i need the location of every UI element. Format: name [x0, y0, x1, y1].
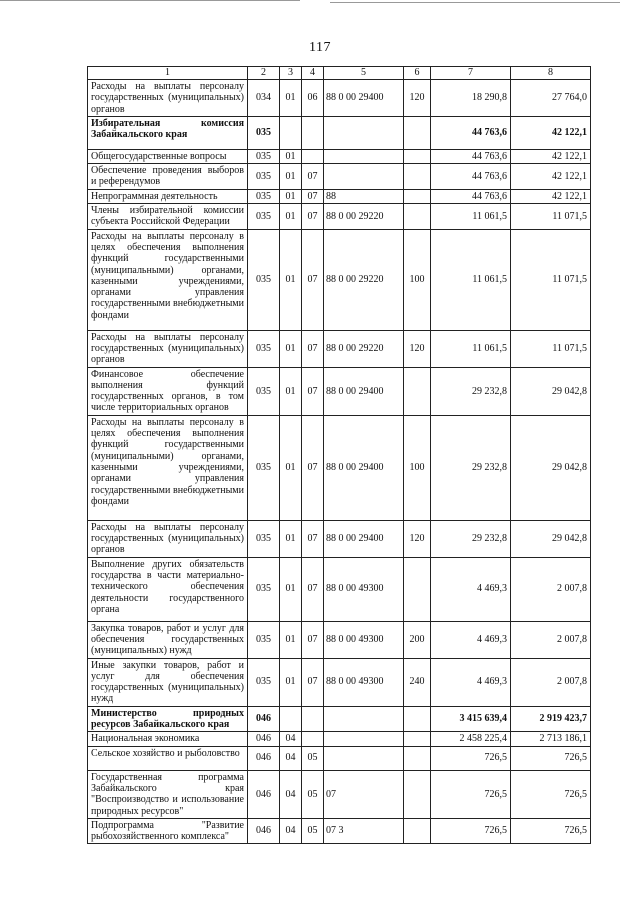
row-code-target — [324, 746, 404, 770]
row-amount-col8: 11 071,5 — [511, 330, 591, 367]
table-row — [88, 149, 591, 163]
row-code-expense — [404, 557, 431, 621]
row-code-admin: 035 — [248, 557, 280, 621]
row-code-section: 01 — [280, 367, 302, 415]
row-code-expense: 100 — [404, 415, 431, 520]
row-amount-col8: 42 122,1 — [511, 116, 591, 149]
row-code-subsection — [302, 116, 324, 149]
row-code-section: 04 — [280, 746, 302, 770]
row-code-expense — [404, 732, 431, 746]
row-code-admin: 046 — [248, 818, 280, 844]
row-code-section — [280, 116, 302, 149]
row-amount-col7: 4 469,3 — [431, 621, 511, 658]
row-code-subsection — [302, 732, 324, 746]
row-name: Подпрограмма "Развитие рыбохозяйственного комплекса" — [88, 818, 248, 844]
row-amount-col7: 44 763,6 — [431, 189, 511, 203]
row-code-expense: 120 — [404, 520, 431, 557]
row-code-subsection: 07 — [302, 229, 324, 330]
row-amount-col8: 29 042,8 — [511, 415, 591, 520]
row-code-section: 01 — [280, 204, 302, 230]
row-code-expense — [404, 706, 431, 732]
header-col-2: 2 — [248, 67, 280, 80]
row-code-subsection: 07 — [302, 164, 324, 190]
row-code-subsection: 07 — [302, 330, 324, 367]
row-amount-col7: 29 232,8 — [431, 520, 511, 557]
row-code-subsection: 05 — [302, 770, 324, 818]
row-code-target: 88 0 00 29400 — [324, 367, 404, 415]
row-code-admin: 046 — [248, 706, 280, 732]
row-code-subsection: 07 — [302, 520, 324, 557]
row-code-subsection — [302, 706, 324, 732]
header-col-5: 5 — [324, 67, 404, 80]
row-code-admin: 035 — [248, 367, 280, 415]
row-code-subsection: 06 — [302, 80, 324, 117]
row-amount-col8: 42 122,1 — [511, 189, 591, 203]
row-name: Национальная экономика — [88, 732, 248, 746]
table-row — [88, 706, 591, 732]
row-amount-col8: 11 071,5 — [511, 229, 591, 330]
row-code-admin: 035 — [248, 189, 280, 203]
row-code-target: 88 0 00 49300 — [324, 658, 404, 706]
row-amount-col8: 2 007,8 — [511, 658, 591, 706]
row-code-admin: 035 — [248, 621, 280, 658]
header-col-6: 6 — [404, 67, 431, 80]
row-code-admin: 034 — [248, 80, 280, 117]
row-amount-col7: 726,5 — [431, 770, 511, 818]
row-code-section: 01 — [280, 149, 302, 163]
row-code-target — [324, 116, 404, 149]
row-code-subsection: 07 — [302, 204, 324, 230]
header-col-4: 4 — [302, 67, 324, 80]
row-code-admin: 046 — [248, 746, 280, 770]
row-code-section: 04 — [280, 818, 302, 844]
row-amount-col7: 726,5 — [431, 818, 511, 844]
row-amount-col7: 44 763,6 — [431, 164, 511, 190]
scan-edge-line — [0, 0, 300, 1]
row-amount-col8: 2 007,8 — [511, 557, 591, 621]
table-row — [88, 189, 591, 203]
table-row — [88, 229, 591, 330]
row-code-target: 07 3 — [324, 818, 404, 844]
row-code-section: 01 — [280, 658, 302, 706]
row-code-section: 01 — [280, 80, 302, 117]
row-code-admin: 035 — [248, 330, 280, 367]
row-code-target: 88 0 00 49300 — [324, 557, 404, 621]
row-code-subsection — [302, 149, 324, 163]
row-code-target: 88 0 00 29400 — [324, 415, 404, 520]
row-name: Общегосударственные вопросы — [88, 149, 248, 163]
table-row — [88, 204, 591, 230]
row-amount-col7: 18 290,8 — [431, 80, 511, 117]
table-row — [88, 557, 591, 621]
row-code-subsection: 07 — [302, 658, 324, 706]
header-col-1: 1 — [88, 67, 248, 80]
table-row — [88, 732, 591, 746]
row-code-expense — [404, 746, 431, 770]
page-number: 117 — [309, 40, 331, 55]
row-amount-col8: 42 122,1 — [511, 164, 591, 190]
row-amount-col8: 29 042,8 — [511, 520, 591, 557]
row-code-admin: 035 — [248, 520, 280, 557]
table-row — [88, 770, 591, 818]
row-code-section: 01 — [280, 164, 302, 190]
row-amount-col8: 2 007,8 — [511, 621, 591, 658]
row-code-admin: 046 — [248, 770, 280, 818]
header-col-7: 7 — [431, 67, 511, 80]
row-code-admin: 035 — [248, 415, 280, 520]
row-code-subsection: 07 — [302, 189, 324, 203]
row-name: Расходы на выплаты персоналу государственных (муниципальных) органов — [88, 520, 248, 557]
row-code-expense: 240 — [404, 658, 431, 706]
row-code-subsection: 07 — [302, 367, 324, 415]
row-code-expense — [404, 204, 431, 230]
row-amount-col8: 27 764,0 — [511, 80, 591, 117]
row-code-expense — [404, 367, 431, 415]
row-code-section: 01 — [280, 520, 302, 557]
row-code-section: 04 — [280, 732, 302, 746]
row-code-target: 88 0 00 29220 — [324, 229, 404, 330]
row-code-expense: 100 — [404, 229, 431, 330]
row-amount-col7: 2 458 225,4 — [431, 732, 511, 746]
row-code-target — [324, 164, 404, 190]
row-code-section — [280, 706, 302, 732]
row-code-admin: 035 — [248, 229, 280, 330]
row-code-section: 01 — [280, 557, 302, 621]
row-code-subsection: 05 — [302, 818, 324, 844]
row-code-expense: 120 — [404, 330, 431, 367]
row-name: Министерство природных ресурсов Забайкальского края — [88, 706, 248, 732]
header-col-3: 3 — [280, 67, 302, 80]
row-name: Сельское хозяйство и рыболовство — [88, 746, 248, 770]
table-row — [88, 367, 591, 415]
row-code-expense — [404, 164, 431, 190]
row-code-target: 07 — [324, 770, 404, 818]
row-code-expense: 120 — [404, 80, 431, 117]
row-amount-col7: 3 415 639,4 — [431, 706, 511, 732]
row-name: Выполнение других обязательств государства в части материально-технического обеспечения деятельности государственного органа — [88, 557, 248, 621]
row-code-target — [324, 732, 404, 746]
row-code-target: 88 — [324, 189, 404, 203]
row-code-expense — [404, 116, 431, 149]
row-amount-col8: 29 042,8 — [511, 367, 591, 415]
row-code-expense — [404, 149, 431, 163]
row-amount-col8: 726,5 — [511, 818, 591, 844]
row-code-section: 01 — [280, 189, 302, 203]
row-name: Расходы на выплаты персоналу государственных (муниципальных) органов — [88, 330, 248, 367]
row-name: Обеспечение проведения выборов и референдумов — [88, 164, 248, 190]
row-amount-col8: 11 071,5 — [511, 204, 591, 230]
table-row — [88, 746, 591, 770]
row-amount-col7: 44 763,6 — [431, 149, 511, 163]
row-code-subsection: 05 — [302, 746, 324, 770]
row-code-target: 88 0 00 29220 — [324, 204, 404, 230]
row-amount-col8: 42 122,1 — [511, 149, 591, 163]
table-row — [88, 164, 591, 190]
row-code-subsection: 07 — [302, 557, 324, 621]
row-code-expense — [404, 770, 431, 818]
row-code-section: 01 — [280, 330, 302, 367]
scan-edge-line — [330, 2, 620, 3]
row-amount-col7: 29 232,8 — [431, 367, 511, 415]
table-row — [88, 415, 591, 520]
row-name: Члены избирательной комиссии субъекта Российской Федерации — [88, 204, 248, 230]
table-row — [88, 80, 591, 117]
table-row — [88, 621, 591, 658]
row-code-section: 01 — [280, 415, 302, 520]
row-amount-col7: 11 061,5 — [431, 330, 511, 367]
row-amount-col8: 2 713 186,1 — [511, 732, 591, 746]
row-name: Финансовое обеспечение выполнения функций государственных органов, в том числе территориальных органов — [88, 367, 248, 415]
row-amount-col7: 11 061,5 — [431, 204, 511, 230]
row-amount-col7: 726,5 — [431, 746, 511, 770]
row-code-target: 88 0 00 29400 — [324, 80, 404, 117]
row-code-target — [324, 706, 404, 732]
table-row — [88, 116, 591, 149]
table-header-row — [88, 67, 591, 80]
table-row — [88, 818, 591, 844]
row-code-expense: 200 — [404, 621, 431, 658]
row-code-subsection: 07 — [302, 415, 324, 520]
row-name: Расходы на выплаты персоналу государственных (муниципальных) органов — [88, 80, 248, 117]
row-amount-col8: 726,5 — [511, 746, 591, 770]
row-amount-col7: 4 469,3 — [431, 557, 511, 621]
table-row — [88, 658, 591, 706]
row-name: Государственная программа Забайкальского края "Воспроизводство и использование природных ресурсов" — [88, 770, 248, 818]
row-code-expense — [404, 189, 431, 203]
row-name: Непрограммная деятельность — [88, 189, 248, 203]
row-name: Избирательная комиссия Забайкальского края — [88, 116, 248, 149]
row-code-target: 88 0 00 29400 — [324, 520, 404, 557]
table-row — [88, 520, 591, 557]
budget-table — [87, 66, 591, 844]
row-code-section: 04 — [280, 770, 302, 818]
row-code-target: 88 0 00 49300 — [324, 621, 404, 658]
row-code-admin: 035 — [248, 164, 280, 190]
row-code-admin: 035 — [248, 149, 280, 163]
row-amount-col7: 11 061,5 — [431, 229, 511, 330]
row-name: Расходы на выплаты персоналу в целях обеспечения выполнения функций государственными (муниципальными) органами, казенными учреждениями, органами управления государственными внебюджетными фондами — [88, 415, 248, 520]
row-code-expense — [404, 818, 431, 844]
row-code-admin: 035 — [248, 116, 280, 149]
header-col-8: 8 — [511, 67, 591, 80]
row-code-target — [324, 149, 404, 163]
row-amount-col7: 4 469,3 — [431, 658, 511, 706]
row-code-section: 01 — [280, 621, 302, 658]
row-amount-col8: 726,5 — [511, 770, 591, 818]
row-code-admin: 035 — [248, 204, 280, 230]
row-code-subsection: 07 — [302, 621, 324, 658]
row-name: Расходы на выплаты персоналу в целях обеспечения выполнения функций государственными (муниципальными) органами, казенными учреждениями, органами управления государственными внебюджетными фондами — [88, 229, 248, 330]
table-row — [88, 330, 591, 367]
row-amount-col7: 29 232,8 — [431, 415, 511, 520]
row-code-section: 01 — [280, 229, 302, 330]
row-amount-col8: 2 919 423,7 — [511, 706, 591, 732]
row-name: Иные закупки товаров, работ и услуг для обеспечения государственных (муниципальных) нужд — [88, 658, 248, 706]
row-code-admin: 046 — [248, 732, 280, 746]
row-amount-col7: 44 763,6 — [431, 116, 511, 149]
row-name: Закупка товаров, работ и услуг для обеспечения государственных (муниципальных) нужд — [88, 621, 248, 658]
row-code-target: 88 0 00 29220 — [324, 330, 404, 367]
row-code-admin: 035 — [248, 658, 280, 706]
